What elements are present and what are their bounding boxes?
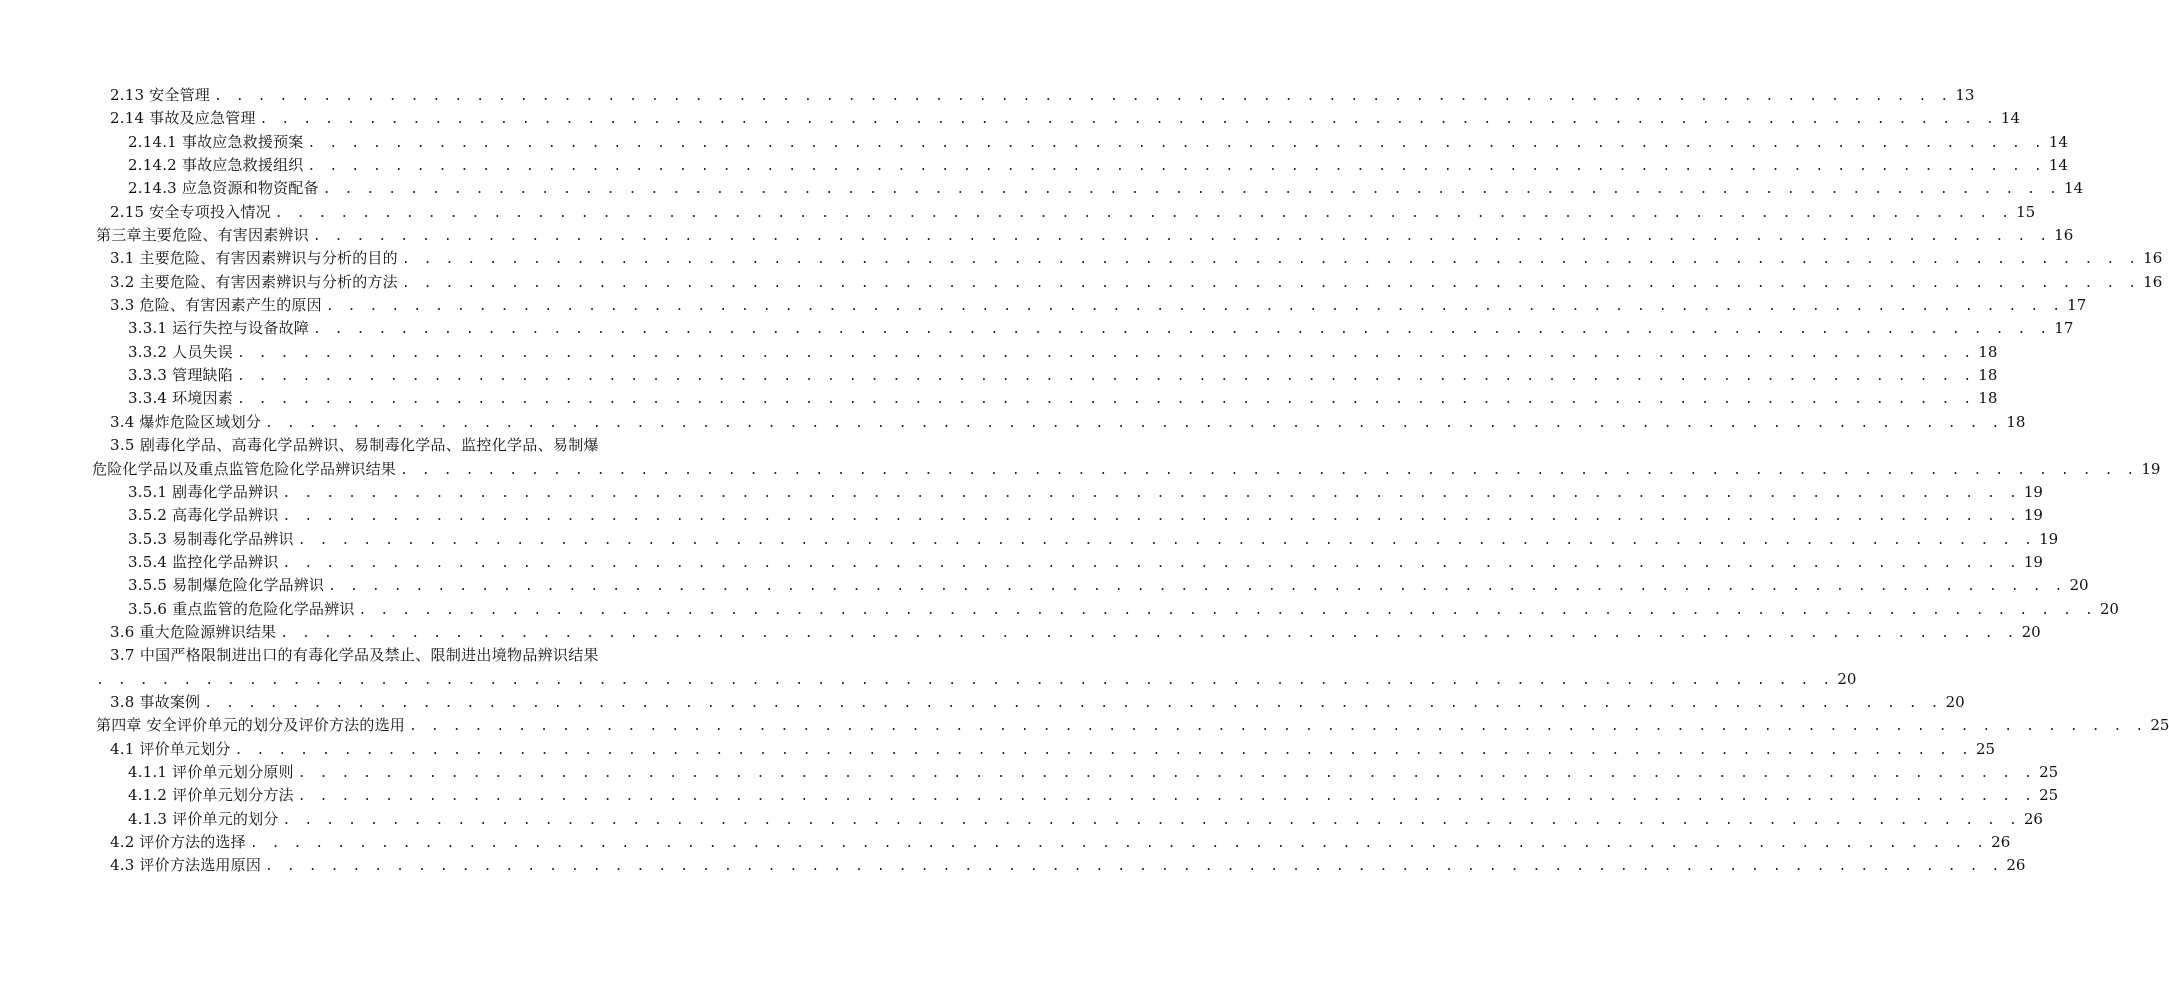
toc-entry-page-number: 19 [2023,506,2043,525]
toc-entry[interactable] [0,784,2059,807]
dot-leader: . . . . . . . . . . . . . . . . . . . . . . . . . . . . . . . . . . . . . . . . . . . . . . . . . . . . . . . . . . . . . . . . . . . . . . . . . . . . . . . . [249,836,1988,851]
dot-leader: . . . . . . . . . . . . . . . . . . . . . . . . . . . . . . . . . . . . . . . . . . . . . . . . . . . . . . . . . . . . . . . . . . . . . . . . . . . . . . . . [259,112,1997,128]
toc-entry-title: 2.15 安全专项投入情况 [110,202,271,221]
toc-entry-page-number: 19 [2023,482,2043,501]
toc-entry[interactable] [0,411,2026,434]
dot-leader: . . . . . . . . . . . . . . . . . . . . . . . . . . . . . . . . . . . . . . . . . . . . . . . . . . . . . . . . . . . . . . . . . . . . . . . . . . . . . . . . [297,765,2036,781]
toc-entry-page-number: 25 [2150,716,2169,735]
toc-entry-page-number: 26 [1991,833,2011,851]
dot-leader: . . . . . . . . . . . . . . . . . . . . . . . . . . . . . . . . . . . . . . . . . . . . . . . . . . . . . . . . . . . . . . . . . . . . . . . . . . . . . . . . [274,205,2013,221]
toc-entry[interactable] [0,247,2163,270]
dot-leader: . . . . . . . . . . . . . . . . . . . . . . . . . . . . . . . . . . . . . . . . . . . . . . . . . . . . . . . . . . . . . . . . . . . . . . . . . . . . . . . . [312,322,2051,338]
toc-entry-title: 4.1.2 评价单元划分方法 [128,786,294,805]
toc-entry-title: 3.5.3 易制毒化学品辨识 [128,529,294,548]
dot-leader: . . . . . . . . . . . . . . . . . . . . . . . . . . . . . . . . . . . . . . . . . . . . . . . . . . . . . . . . . . . . . . . . . . . . . . . . . . . . . . . . [213,89,1952,104]
toc-entry-title: 3.5.4 监控化学品辨识 [128,552,279,571]
toc-entry-page-number: 14 [2000,109,2021,128]
toc-entry-page-number: 26 [2023,809,2043,828]
dot-leader: . . . . . . . . . . . . . . . . . . . . . . . . . . . . . . . . . . . . . . . . . . . . . . . . . . . . . . . . . . . . . . . . . . . . . . . . . . . . . . . . [297,789,2036,805]
toc-entry-page-number: 16 [2143,272,2163,291]
toc-entry-page-number: 18 [1978,366,1998,385]
toc-entry-page-number: 19 [2141,459,2161,478]
toc-entry[interactable] [0,434,700,457]
toc-entry-title: 3.8 事故案例 [110,692,201,711]
dot-leader: . . . . . . . . . . . . . . . . . . . . . . . . . . . . . . . . . . . . . . . . . . . . . . . . . . . . . . . . . . . . . . . . . . . . . . . . . . . . . . . . [265,415,2003,431]
toc-entry-title: 2.14.1 事故应急救援预案 [128,132,304,151]
dot-leader: . . . . . . . . . . . . . . . . . . . . . . . . . . . . . . . . . . . . . . . . . . . . . . . . . . . . . . . . . . . . . . . . . . . . . . . . . . . . . . . . [280,625,2018,641]
dot-leader: . . . . . . . . . . . . . . . . . . . . . . . . . . . . . . . . . . . . . . . . . . . . . . . . . . . . . . . . . . . . . . . . . . . . . . . . . . . . . . . . [282,509,2020,525]
dot-leader: . . . . . . . . . . . . . . . . . . . . . . . . . . . . . . . . . . . . . . . . . . . . . . . . . . . . . . . . . . . . . . . . . . . . . . . . . . . . . . . . [325,299,2064,315]
toc-entry[interactable] [0,201,2036,224]
toc-entry-page-number: 14 [2064,179,2084,198]
toc-entry-page-number: 16 [2054,226,2074,245]
dot-leader: . . . . . . . . . . . . . . . . . . . . . . . . . . . . . . . . . . . . . . . . . . . . . . . . . . . . . . . . . . . . . . . . . . . . . . . . . . . . . . . . [312,229,2051,245]
toc-entry-title: 3.1 主要危险、有害因素辨识与分析的目的 [110,249,398,268]
toc-entry-title: 3.6 重大危险源辨识结果 [110,622,277,641]
dot-leader: . . . . . . . . . . . . . . . . . . . . . . . . . . . . . . . . . . . . . . . . . . . . . . . . . . . . . . . . . . . . . . . . . . . . . . . . . . . . . . . . [408,719,2147,735]
toc-entry[interactable] [0,574,2089,597]
toc-entry-page-number: 18 [2006,412,2026,431]
toc-entry-title: 3.3 危险、有害因素产生的原因 [110,296,322,315]
dot-leader: . . . . . . . . . . . . . . . . . . . . . . . . . . . . . . . . . . . . . . . . . . . . . . . . . . . . . . . . . . . . . . . . . . . . . . . . . . . . . . . . [322,182,2061,198]
toc-entry[interactable] [0,598,2119,621]
toc-entry[interactable] [0,458,2161,481]
toc-entry[interactable] [0,177,2084,200]
toc-entry-page-number: 25 [2039,786,2059,805]
dot-leader: . . . . . . . . . . . . . . . . . . . . . . . . . . . . . . . . . . . . . . . . . . . . . . . . . . . . . . . . . . . . . . . . . . . . . . . . . . . . . . . . [401,252,2140,268]
toc-entry[interactable] [0,854,2026,877]
toc-entry-title: 2.13 安全管理 [110,86,210,104]
toc-entry[interactable] [0,224,2074,247]
toc-entry-title: 3.5.6 重点监管的危险化学品辨识 [128,599,355,618]
toc-entry[interactable] [0,528,2059,551]
toc-entry[interactable] [0,831,2011,854]
dot-leader: . . . . . . . . . . . . . . . . . . . . . . . . . . . . . . . . . . . . . . . . . . . . . . . . . . . . . . . . . . . . . . . . . . . . . . . . . . . . . . . . [401,275,2140,291]
toc-entry-title: 4.1.3 评价单元的划分 [128,809,279,828]
toc-entry-title: 3.3.1 运行失控与设备故障 [128,319,309,338]
toc-entry[interactable] [0,668,1857,691]
toc-entry-page-number: 16 [2143,249,2163,268]
toc-entry-page-number: 18 [1978,389,1998,408]
dot-leader: . . . . . . . . . . . . . . . . . . . . . . . . . . . . . . . . . . . . . . . . . . . . . . . . . . . . . . . . . . . . . . . . . . . . . . . . . . . . . . . . [358,602,2096,618]
dot-leader: . . . . . . . . . . . . . . . . . . . . . . . . . . . . . . . . . . . . . . . . . . . . . . . . . . . . . . . . . . . . . . . . . . . . . . . . . . . . . . . . [328,579,2066,595]
toc-entry-page-number: 20 [1945,692,1965,711]
toc-entry-page-number: 26 [2006,856,2026,875]
toc-entry[interactable] [0,691,1965,714]
toc-entry-page-number: 19 [2039,529,2059,548]
toc-entry-title: 4.1.1 评价单元划分原则 [128,762,294,781]
toc-entry-page-number: 14 [2048,156,2068,175]
toc-entry[interactable] [0,364,1998,387]
toc-entry-page-number: 25 [1975,739,1996,758]
toc-entry[interactable] [0,317,2074,340]
dot-leader: . . . . . . . . . . . . . . . . . . . . . . . . . . . . . . . . . . . . . . . . . . . . . . . . . . . . . . . . . . . . . . . . . . . . . . . . . . . . . . . . [204,695,1942,711]
toc-entry[interactable] [0,644,700,667]
toc-entry[interactable] [0,481,2043,504]
toc-entry[interactable] [0,504,2043,527]
toc-entry[interactable] [0,107,2021,130]
toc-entry-title: 4.3 评价方法选用原因 [110,856,262,875]
toc-entry-title: 3.3.2 人员失误 [128,342,233,361]
dot-leader: . . . . . . . . . . . . . . . . . . . . . . . . . . . . . . . . . . . . . . . . . . . . . . . . . . . . . . . . . . . . . . . . . . . . . . . . . . . . . . . . [236,345,1975,361]
toc-entry-title: 3.7 中国严格限制进出口的有毒化学品及禁止、限制进出境物品辨识结果 [110,646,599,665]
toc-entry[interactable] [0,294,2087,317]
toc-entry[interactable] [0,131,2068,154]
dot-leader: . . . . . . . . . . . . . . . . . . . . . . . . . . . . . . . . . . . . . . . . . . . . . . . . . . . . . . . . . . . . . . . . . . . . . . . . . . . . . . . . [236,369,1975,385]
toc-entry-page-number: 20 [2069,576,2089,595]
toc-entry-title: 第三章主要危险、有害因素辨识 [96,226,309,245]
dot-leader: . . . . . . . . . . . . . . . . . . . . . . . . . . . . . . . . . . . . . . . . . . . . . . . . . . . . . . . . . . . . . . . . . . . . . . . . . . . . . . . . [307,159,2045,175]
dot-leader: . . . . . . . . . . . . . . . . . . . . . . . . . . . . . . . . . . . . . . . . . . . . . . . . . . . . . . . . . . . . . . . . . . . . . . . . . . . . . . . . [282,485,2020,501]
toc-entry-page-number: 15 [2016,202,2036,221]
dot-leader: . . . . . . . . . . . . . . . . . . . . . . . . . . . . . . . . . . . . . . . . . . . . . . . . . . . . . . . . . . . . . . . . . . . . . . . . . . . . . . . . [236,392,1975,408]
toc-entry[interactable] [0,271,2163,294]
toc-entry-page-number: 20 [2021,622,2041,641]
toc-entry-title: 4.1 评价单元划分 [110,739,231,758]
dot-leader: . . . . . . . . . . . . . . . . . . . . . . . . . . . . . . . . . . . . . . . . . . . . . . . . . . . . . . . . . . . . . . . . . . . . . . . . . . . . . . . . [400,462,2138,478]
toc-entry-page-number: 17 [2067,296,2087,315]
dot-leader: . . . . . . . . . . . . . . . . . . . . . . . . . . . . . . . . . . . . . . . . . . . . . . . . . . . . . . . . . . . . . . . . . . . . . . . . . . . . . . . . [96,672,1834,688]
dot-leader: . . . . . . . . . . . . . . . . . . . . . . . . . . . . . . . . . . . . . . . . . . . . . . . . . . . . . . . . . . . . . . . . . . . . . . . . . . . . . . . . [307,135,2045,151]
toc-entry[interactable] [0,714,2169,737]
toc-entry-title: 3.5.1 剧毒化学品辨识 [128,482,279,501]
toc-entry-title: 危险化学品以及重点监管危险化学品辨识结果 [92,459,397,478]
toc-entry[interactable] [0,387,1998,410]
dot-leader: . . . . . . . . . . . . . . . . . . . . . . . . . . . . . . . . . . . . . . . . . . . . . . . . . . . . . . . . . . . . . . . . . . . . . . . . . . . . . . . . [265,859,2003,875]
toc-entry[interactable] [0,621,2041,644]
toc-entry-title: 3.5 剧毒化学品、高毒化学品辨识、易制毒化学品、监控化学品、易制爆 [110,436,599,455]
dot-leader: . . . . . . . . . . . . . . . . . . . . . . . . . . . . . . . . . . . . . . . . . . . . . . . . . . . . . . . . . . . . . . . . . . . . . . . . . . . . . . . . [234,742,1972,758]
toc-entry-title: 3.3.3 管理缺陷 [128,366,233,385]
toc-entry-title: 3.4 爆炸危险区域划分 [110,412,262,431]
toc-entry[interactable] [0,341,1998,364]
toc-entry-title: 3.5.2 高毒化学品辨识 [128,506,279,525]
table-of-contents [0,84,2169,878]
toc-entry-title: 3.3.4 环境因素 [128,389,233,408]
toc-entry-title: 4.2 评价方法的选择 [110,833,246,851]
toc-entry[interactable] [0,738,1996,761]
toc-entry-title: 3.2 主要危险、有害因素辨识与分析的方法 [110,272,398,291]
toc-entry-title: 第四章 安全评价单元的划分及评价方法的选用 [96,716,405,735]
toc-entry-title: 2.14 事故及应急管理 [110,109,256,128]
toc-entry[interactable] [0,154,2068,177]
toc-entry-title: 2.14.3 应急资源和物资配备 [128,179,319,198]
toc-entry[interactable] [0,761,2059,784]
toc-entry-page-number: 25 [2039,762,2059,781]
dot-leader: . . . . . . . . . . . . . . . . . . . . . . . . . . . . . . . . . . . . . . . . . . . . . . . . . . . . . . . . . . . . . . . . . . . . . . . . . . . . . . . . [297,532,2036,548]
toc-entry-title: 3.5.5 易制爆危险化学品辨识 [128,576,325,595]
toc-entry-page-number: 14 [2048,132,2068,151]
toc-entry[interactable] [0,808,2043,831]
dot-leader: . . . . . . . . . . . . . . . . . . . . . . . . . . . . . . . . . . . . . . . . . . . . . . . . . . . . . . . . . . . . . . . . . . . . . . . . . . . . . . . . [282,555,2020,571]
toc-entry-page-number: 13 [1955,86,1975,104]
toc-entry[interactable] [0,84,1975,107]
toc-entry-page-number: 17 [2054,319,2074,338]
toc-entry-page-number: 20 [2099,599,2119,618]
toc-entry[interactable] [0,551,2043,574]
toc-entry-page-number: 18 [1978,342,1998,361]
toc-entry-page-number: 20 [1837,669,1857,688]
dot-leader: . . . . . . . . . . . . . . . . . . . . . . . . . . . . . . . . . . . . . . . . . . . . . . . . . . . . . . . . . . . . . . . . . . . . . . . . . . . . . . . . [282,812,2020,828]
toc-entry-title: 2.14.2 事故应急救援组织 [128,156,304,175]
toc-entry-page-number: 19 [2023,552,2043,571]
